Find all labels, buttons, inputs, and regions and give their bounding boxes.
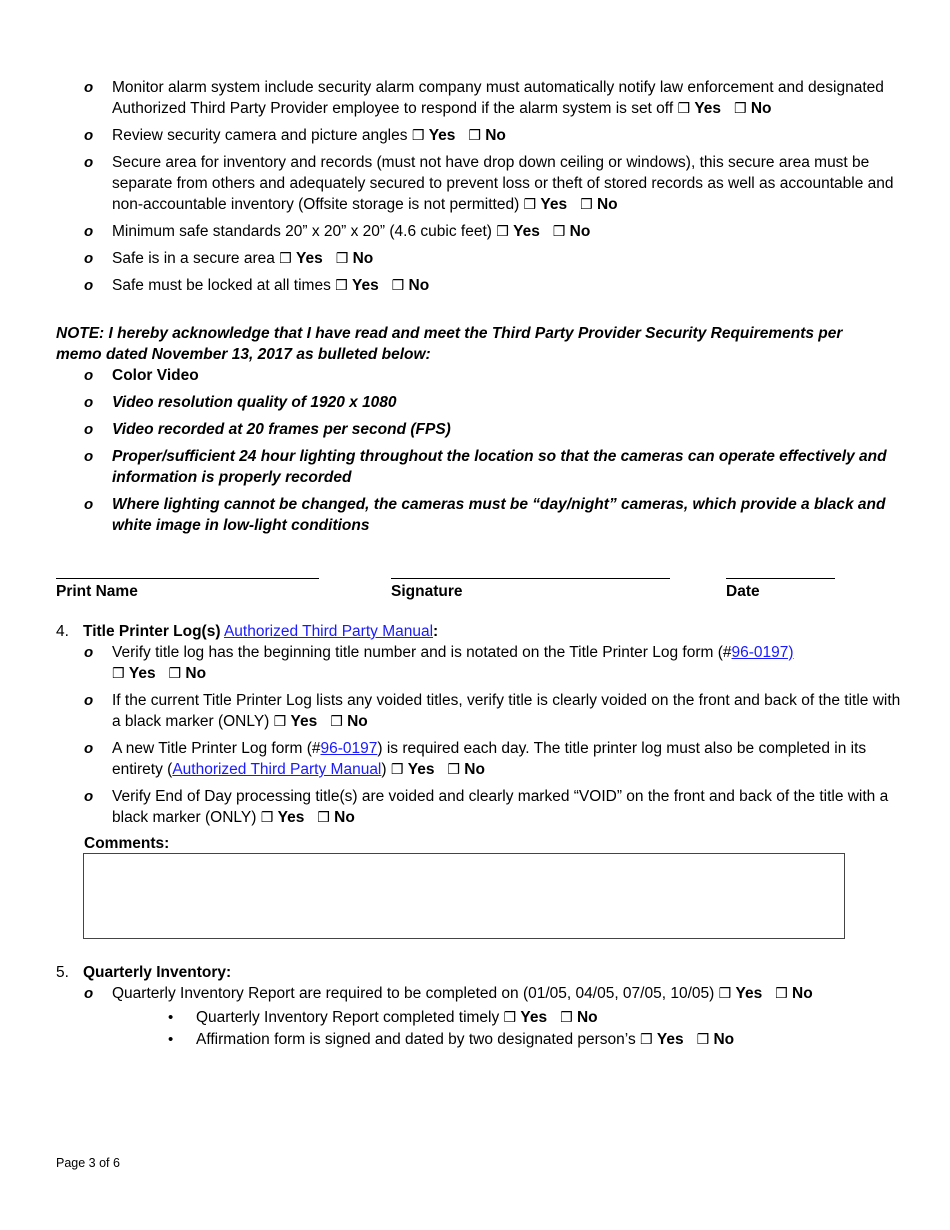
- list-item-safe-standards: [112, 221, 902, 243]
- yes-no-choice: [719, 985, 813, 1002]
- yes-no-choice: [524, 196, 618, 213]
- sub-item-affirmation-form: [196, 1029, 896, 1051]
- list-bullet: o: [84, 154, 94, 171]
- checkbox-no[interactable]: ❒: [696, 1032, 710, 1048]
- checkbox-no[interactable]: ❒: [580, 197, 593, 213]
- note-item-day-night: Where lighting cannot be changed, the cameras must be “day/night” cameras, which provide a black and white image in low-light conditions: [112, 496, 886, 534]
- item-text: ): [381, 761, 387, 778]
- yes-no-choice: [335, 277, 429, 294]
- checkbox-no[interactable]: ❒: [733, 101, 747, 117]
- yes-no-choice: [261, 809, 355, 826]
- item-text: ) is required each day. The title printer log must also be completed in its entirety (: [112, 740, 867, 778]
- list-bullet: o: [84, 788, 94, 805]
- list-bullet: o: [84, 692, 94, 709]
- item-text: A new Title Printer Log form (#: [112, 740, 321, 757]
- list-bullet: o: [84, 394, 94, 411]
- item-text: Monitor alarm system include security alarm company must automatically notify law enforcement and designated Authorized Third Party Provider employee to respond if the alarm system is set off: [112, 79, 884, 117]
- no-label: No: [750, 100, 772, 117]
- checkbox-yes[interactable]: ❒: [279, 251, 292, 267]
- yes-no-choice: [504, 1009, 598, 1026]
- yes-label: Yes: [694, 100, 722, 117]
- section-number: 5.: [56, 964, 69, 981]
- item-text: Safe is in a secure area: [112, 250, 275, 267]
- checkbox-no[interactable]: ❒: [447, 762, 460, 778]
- yes-label: Yes: [290, 713, 318, 730]
- list-item-safe-locked: [112, 275, 902, 297]
- list-bullet: o: [84, 223, 94, 240]
- yes-label: Yes: [735, 985, 763, 1002]
- no-label: No: [347, 713, 368, 730]
- item-text: Secure area for inventory and records (must not have drop down ceiling or windows), this secure area must be separate from others and adequately secured to prevent loss or theft of stored records as well as accountable and non-accountable inventory (Offsite storage is not permitted): [112, 154, 894, 213]
- item-text: Affirmation form is signed and dated by two designated person’s: [196, 1031, 636, 1048]
- date-line[interactable]: [726, 578, 835, 579]
- checkbox-yes[interactable]: ❒: [390, 762, 404, 778]
- note-item-resolution: Video resolution quality of 1920 x 1080: [112, 394, 397, 411]
- yes-label: Yes: [352, 277, 379, 294]
- no-label: No: [576, 1009, 598, 1026]
- section-colon: :: [433, 623, 439, 640]
- list-item-secure-area: [112, 152, 902, 216]
- sub-bullet: •: [168, 1009, 174, 1026]
- no-label: No: [569, 223, 591, 240]
- checkbox-yes[interactable]: ❒: [677, 101, 691, 117]
- checkbox-yes[interactable]: ❒: [112, 666, 125, 682]
- note-acknowledgement: NOTE: I hereby acknowledge that I have read and meet the Third Party Provider Security Requirements per memo dated November 13, 2017 as bulleted below:: [56, 325, 843, 363]
- checkbox-no[interactable]: ❒: [317, 810, 330, 826]
- list-item-camera: [112, 125, 902, 147]
- checkbox-no[interactable]: ❒: [168, 666, 182, 682]
- section-title: Title Printer Log(s): [83, 623, 221, 640]
- list-item-title-log: [112, 642, 902, 685]
- list-bullet: o: [84, 644, 94, 661]
- print-name-label: Print Name: [56, 583, 138, 600]
- yes-label: Yes: [428, 127, 456, 144]
- checkbox-yes[interactable]: ❒: [273, 714, 287, 730]
- list-bullet: o: [84, 740, 94, 757]
- form-96-0197-link[interactable]: 96-0197: [320, 740, 378, 757]
- list-bullet: o: [84, 367, 94, 384]
- list-bullet: o: [84, 250, 94, 267]
- item-text: Review security camera and picture angles: [112, 127, 408, 144]
- no-label: No: [485, 127, 506, 144]
- checkbox-no[interactable]: ❒: [775, 986, 788, 1002]
- item-text: If the current Title Printer Log lists any voided titles, verify title is clearly voided on the front and back of the title with a black marker (ONLY): [112, 692, 901, 730]
- yes-no-choice: [279, 250, 373, 267]
- no-label: No: [792, 985, 813, 1002]
- list-bullet: o: [84, 277, 94, 294]
- yes-label: Yes: [277, 809, 305, 826]
- checkbox-no[interactable]: ❒: [468, 128, 481, 144]
- comments-textbox[interactable]: [83, 853, 845, 939]
- checkbox-yes[interactable]: ❒: [523, 197, 537, 213]
- yes-label: Yes: [407, 761, 435, 778]
- item-text: Verify End of Day processing title(s) are voided and clearly marked “VOID” on the front and back of the title with a black marker (ONLY): [112, 788, 889, 826]
- authorized-third-party-manual-link[interactable]: Authorized Third Party Manual: [223, 623, 434, 640]
- item-text: Quarterly Inventory Report are required to be completed on (01/05, 04/05, 07/05, 10/05): [112, 985, 715, 1002]
- yes-label: Yes: [513, 223, 540, 240]
- signature-line[interactable]: [391, 578, 670, 579]
- yes-no-choice: [640, 1031, 734, 1048]
- list-bullet: o: [84, 448, 94, 465]
- no-label: No: [464, 761, 485, 778]
- list-bullet: o: [84, 79, 94, 96]
- yes-no-choice: [112, 665, 206, 682]
- yes-label: Yes: [540, 196, 568, 213]
- list-bullet: o: [84, 421, 94, 438]
- item-text: Safe must be locked at all times: [112, 277, 331, 294]
- checkbox-no[interactable]: ❒: [552, 224, 566, 240]
- section-number: 4.: [56, 623, 69, 640]
- sub-bullet: •: [168, 1031, 174, 1048]
- yes-label: Yes: [128, 665, 156, 682]
- yes-no-choice: [677, 100, 771, 117]
- no-label: No: [185, 665, 207, 682]
- yes-no-choice: [274, 713, 368, 730]
- section-title: Quarterly Inventory:: [83, 964, 232, 981]
- yes-no-choice: [496, 223, 590, 240]
- checkbox-no[interactable]: ❒: [335, 251, 349, 267]
- no-label: No: [713, 1031, 735, 1048]
- item-text: Quarterly Inventory Report completed timely: [196, 1009, 500, 1026]
- comments-label: Comments:: [84, 835, 170, 852]
- item-text: Verify title log has the beginning title number and is notated on the Title Printer Log form (#: [112, 644, 732, 661]
- sub-item-completed-timely: [196, 1007, 896, 1029]
- note-item-fps: Video recorded at 20 frames per second (FPS): [112, 421, 451, 438]
- no-label: No: [334, 809, 355, 826]
- list-bullet: o: [84, 985, 94, 1002]
- yes-no-choice: [391, 761, 485, 778]
- checkbox-yes[interactable]: ❒: [718, 986, 732, 1002]
- list-bullet: o: [84, 127, 94, 144]
- yes-no-choice: [412, 127, 506, 144]
- date-label: Date: [726, 583, 760, 600]
- list-item-safe-secure: [112, 248, 902, 270]
- checkbox-yes[interactable]: ❒: [260, 810, 274, 826]
- checkbox-yes[interactable]: ❒: [640, 1032, 653, 1048]
- list-item-voided-titles: [112, 690, 902, 733]
- list-bullet: o: [84, 496, 94, 513]
- checkbox-yes[interactable]: ❒: [503, 1010, 517, 1026]
- no-label: No: [352, 250, 374, 267]
- checkbox-no[interactable]: ❒: [330, 714, 343, 730]
- yes-label: Yes: [520, 1009, 548, 1026]
- print-name-line[interactable]: [56, 578, 319, 579]
- note-item-color-video: Color Video: [112, 367, 199, 384]
- yes-label: Yes: [656, 1031, 684, 1048]
- item-text: Minimum safe standards 20” x 20” x 20” (4.6 cubic feet): [112, 223, 492, 240]
- list-item-end-of-day: [112, 786, 902, 829]
- no-label: No: [596, 196, 618, 213]
- yes-label: Yes: [296, 250, 323, 267]
- checkbox-yes[interactable]: ❒: [335, 278, 348, 294]
- authorized-third-party-manual-link[interactable]: Authorized Third Party Manual: [172, 761, 382, 778]
- section-title-wrap: [83, 621, 438, 642]
- list-item-alarm: [112, 77, 902, 120]
- checkbox-yes[interactable]: ❒: [496, 224, 509, 240]
- checkbox-no[interactable]: ❒: [560, 1010, 573, 1026]
- signature-label: Signature: [391, 583, 463, 600]
- checkbox-no[interactable]: ❒: [391, 278, 405, 294]
- checkbox-yes[interactable]: ❒: [411, 128, 425, 144]
- no-label: No: [408, 277, 430, 294]
- form-96-0197-link[interactable]: 96-0197): [731, 644, 794, 661]
- note-item-lighting: Proper/sufficient 24 hour lighting throughout the location so that the cameras can operate effectively and information is properly recorded: [112, 448, 887, 486]
- list-item-quarterly-report: [112, 983, 902, 1005]
- list-item-new-log-form: [112, 738, 902, 781]
- page-footer: Page 3 of 6: [56, 1156, 120, 1170]
